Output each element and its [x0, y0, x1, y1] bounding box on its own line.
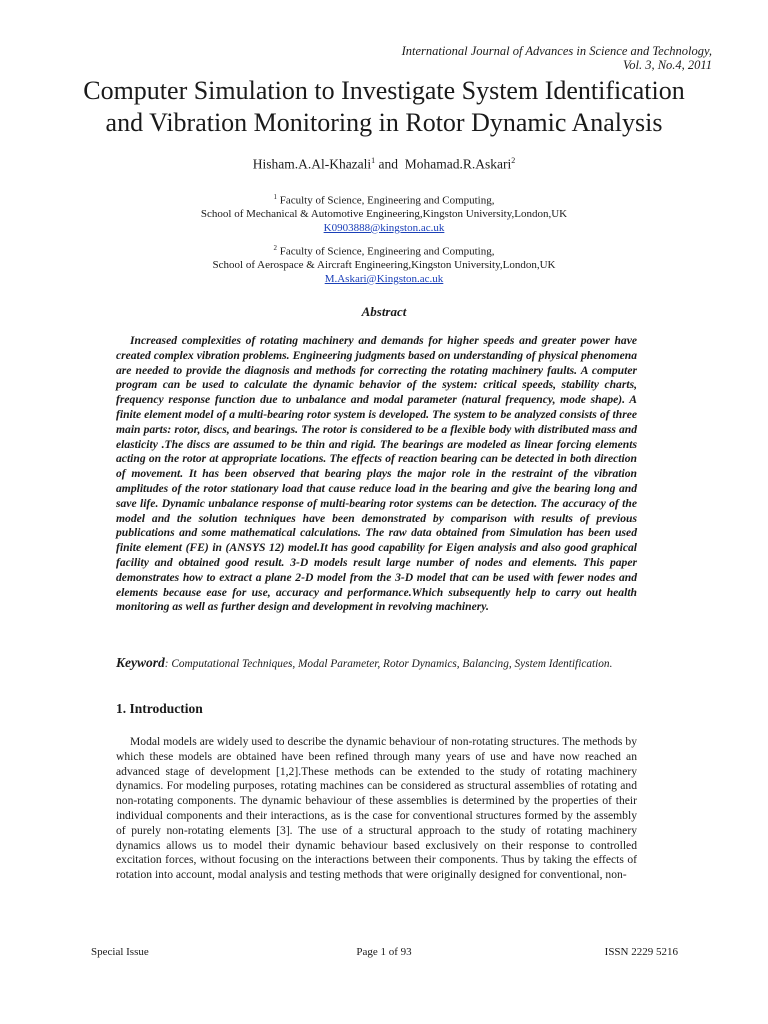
abstract-heading: Abstract	[361, 304, 407, 319]
footer-page-number: Page 1 of 93	[356, 946, 412, 958]
author-2-affil-mark: 2	[511, 156, 516, 165]
author-1: Hisham.A.Al-Khazali	[252, 156, 372, 172]
affiliation-1-faculty: Faculty of Science, Engineering and Computing,	[276, 194, 495, 207]
author-list	[0, 156, 768, 173]
section-heading-introduction: 1. Introduction	[116, 701, 203, 716]
affiliation-2-email-link[interactable]: M.Askari@Kingston.ac.uk	[324, 272, 444, 285]
affiliation-2-mark: 2	[273, 244, 277, 252]
author-2: Mohamad.R.Askari	[404, 156, 512, 172]
keywords-block	[116, 655, 637, 672]
keywords-text: : Computational Techniques, Modal Parameter, Rotor Dynamics, Balancing, System Identification.	[164, 658, 613, 670]
journal-header	[402, 44, 712, 72]
introduction-text: Modal models are widely used to describe the dynamic behaviour of non-rotating structures. The methods by which these models are obtained have been refined through many years of use and have now reached an advanced stage of development [1,2].These methods can be extended to the study of rotating machinery dynamics. For modeling purposes, rotating machines can be considered as structural assemblies of rotating and non-rotating components. The dynamic behaviour of these assemblies is determined by the properties of their individual components and their interactions, as is the case for conventional structures formed by the assembly of purely non-rotating elements [3]. The use of a structural approach to the study of rotating machinery dynamics allows us to model their dynamic behaviour based exclusively on their response to controlled excitation forces, without focusing on the interactions between their components. Thus by taking the effects of rotation into account, modal analysis and testing methods that were originally designed for conventional, non-	[116, 735, 637, 882]
affiliation-1-email-link[interactable]: K0903888@kingston.ac.uk	[323, 221, 445, 234]
author-separator: and	[375, 156, 405, 172]
abstract-text: Increased complexities of rotating machinery and demands for higher speeds and greater power have created complex vibration problems. Engineering judgments based on understanding of physical phenomena are needed to provide the diagnosis and methods for correcting the rotating machinery faults. A computer program can be used to calculate the dynamic behavior of the system: critical speeds, stability charts, frequency response function due to unbalance and modal parameter (natural frequency, mode shape). A finite element model of a multi-bearing rotor system is developed. The system to be analyzed consists of three main parts: rotor, discs, and bearings. The rotor is considered to be a flexible body with distributed mass and elasticity .The discs are assumed to be thin and rigid. The bearings are modeled as linear forcing elements acting on the rotor at appropriate locations. The effects of reaction bearing can be detected in both direction of movement. It has been observed that bearing plays the major role in the restraint of the vibration amplitudes of the rotor stationary load that cause reduce load in the bearing and give the bearing long and save life. Dynamic unbalance response of multi-bearing rotor systems can be detection. The accuracy of the model and the solution techniques have been demonstrated by comparison with results of previous publications and some mathematical calculations. The raw data obtained from Simulation has been used finite element (FE) in (ANSYS 12) model.It has good capability for Eigen analysis and also good graphical facility and obtained good result. 3-D models result large number of nodes and elements. This paper demonstrates how to extract a plane 2-D model from the 3-D model that can be used with fewer nodes and elements because ease for use, accuracy and performance.Which subsequently help to carry out health monitoring as well as further design and development in revolving machinery.	[116, 334, 637, 614]
title-line-2: and Vibration Monitoring in Rotor Dynamic Analysis	[105, 108, 663, 137]
journal-volume: Vol. 3, No.4, 2011	[622, 58, 712, 72]
title-line-1: Computer Simulation to Investigate System Identification	[83, 76, 685, 105]
keywords-label: Keyword	[116, 655, 165, 670]
affiliation-2-school: School of Aerospace & Aircraft Engineering,Kingston University,London,UK	[212, 259, 556, 272]
affiliation-2	[0, 242, 768, 286]
footer-issue: Special Issue	[91, 946, 149, 958]
author-1-affil-mark: 1	[371, 156, 376, 165]
footer-issn: ISSN 2229 5216	[604, 946, 678, 958]
affiliation-1	[0, 191, 768, 235]
paper-title	[40, 75, 728, 139]
affiliation-2-faculty: Faculty of Science, Engineering and Computing,	[276, 245, 495, 258]
affiliation-1-mark: 1	[273, 193, 277, 201]
affiliation-1-school: School of Mechanical & Automotive Engineering,Kingston University,London,UK	[200, 208, 568, 221]
journal-name: International Journal of Advances in Science and Technology,	[401, 44, 712, 58]
